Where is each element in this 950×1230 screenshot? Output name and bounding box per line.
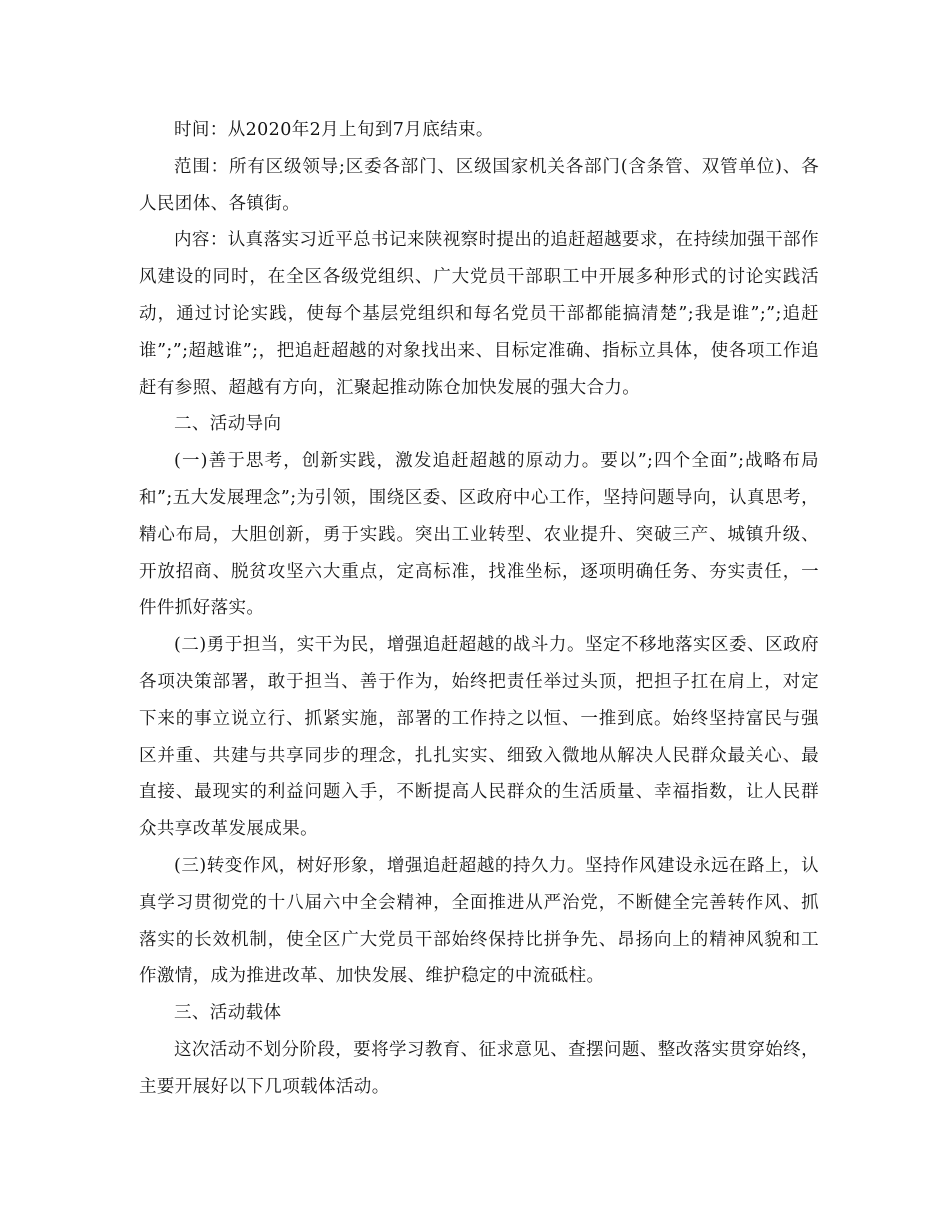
paragraph-content: 内容：认真落实习近平总书记来陕视察时提出的追赶超越要求，在持续加强干部作风建设的同时，在全区各级党组织、广大党员干部职工中开展多种形式的讨论实践活动，通过讨论实践，使每个基层党组织和每名党员干部都能搞清楚”;我是谁”;”;追赶谁”;”;超越谁”;，把追赶超越的对象找出来、目标定准确、指标立具体，使各项工作追赶有参照、超越有方向，汇聚起推动陈仓加快发展的强大合力。 <box>139 230 819 398</box>
section-heading-activity-orientation: 二、活动导向 <box>174 414 282 435</box>
paragraph-time: 时间：从2020年2月上旬到7月底结束。 <box>174 120 494 140</box>
document-body <box>139 112 819 1106</box>
section-heading-activity-carriers: 三、活动载体 <box>174 1003 282 1024</box>
paragraph-carriers-intro: 这次活动不划分阶段，要将学习教育、征求意见、查摆问题、整改落实贯穿始终，主要开展好以下几项载体活动。 <box>139 1039 819 1097</box>
paragraph-orientation-1: (一)善于思考，创新实践，激发追赶超越的原动力。要以”;四个全面”;战略布局和”;五大发展理念”;为引领，围绕区委、区政府中心工作，坚持问题导向，认真思考，精心布局，大胆创新，勇于实践。突出工业转型、农业提升、突破三产、城镇升级、开放招商、脱贫攻坚六大重点，定高标准，找准坐标，逐项明确任务、夯实责任，一件件抓好落实。 <box>139 451 819 619</box>
paragraph-scope: 范围：所有区级领导;区委各部门、区级国家机关各部门(含条管、双管单位)、各人民团体、各镇街。 <box>139 156 819 214</box>
paragraph-orientation-3: (三)转变作风，树好形象，增强追赶超越的持久力。坚持作风建设永远在路上，认真学习贯彻党的十八届六中全会精神，全面推进从严治党，不断健全完善转作风、抓落实的长效机制，使全区广大党员干部始终保持比拼争先、昂扬向上的精神风貌和工作激情，成为推进改革、加快发展、维护稳定的中流砥柱。 <box>139 855 819 987</box>
paragraph-orientation-2: (二)勇于担当，实干为民，增强追赶超越的战斗力。坚定不移地落实区委、区政府各项决策部署，敢于担当、善于作为，始终把责任举过头顶，把担子扛在肩上，对定下来的事立说立行、抓紧实施，部署的工作持之以恒、一推到底。始终坚持富民与强区并重、共建与共享同步的理念，扎扎实实、细致入微地从解决人民群众最关心、最直接、最现实的利益问题入手，不断提高人民群众的生活质量、幸福指数，让人民群众共享改革发展成果。 <box>139 635 819 840</box>
